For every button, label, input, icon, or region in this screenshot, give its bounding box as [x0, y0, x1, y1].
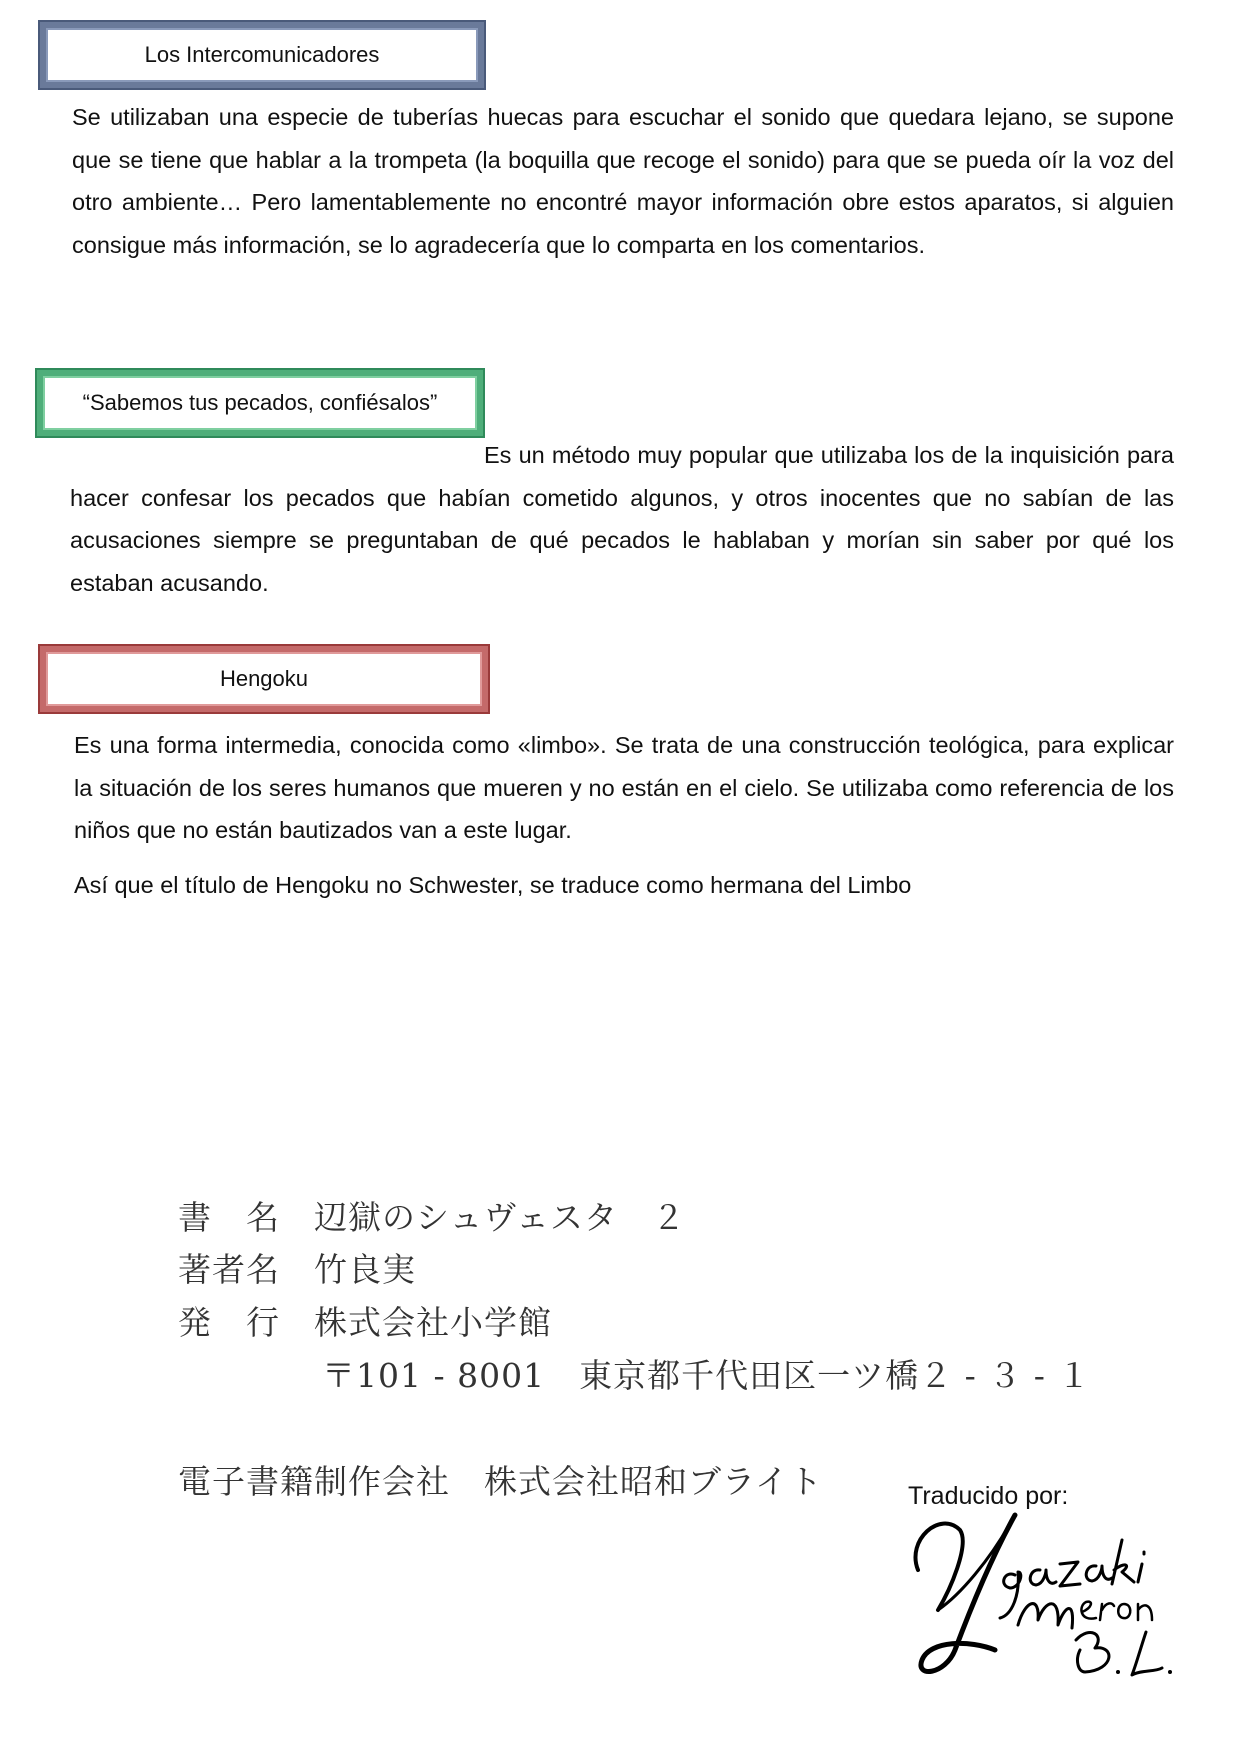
- translator-signature: [900, 1500, 1190, 1690]
- heading-frame-pecados: [35, 368, 485, 438]
- colophon-ebook-producer: 電子書籍制作会社 株式会社昭和ブライト: [178, 1462, 824, 1501]
- heading-frame-intercomunicadores: [38, 20, 486, 90]
- colophon-publisher: 発 行 株式会社小学館: [178, 1303, 552, 1342]
- heading-hengoku: Hengoku: [219, 666, 309, 691]
- paragraph-hengoku: Es una forma intermedia, conocida como «limbo». Se trata de una construcción teológica, para explicar la situación de los seres humanos que mueren y no están en el cielo. Se utilizaba como referencia de los niños que no están bautizados van a este lugar.: [74, 732, 1174, 843]
- paragraph-pecados: Es un método muy popular que utilizaba los de la inquisición para hacer confesar los pecados que habían cometido algunos, y otros inocentes que no sabían de las acusaciones siempre se preguntaban de qué pecados le hablaban y morían sin saber por qué los estaban acusando.: [70, 442, 1174, 596]
- heading-inner: [46, 652, 482, 706]
- colophon-book-title: 書 名 辺獄のシュヴェスタ ２: [178, 1198, 687, 1237]
- paragraph-intercomunicadores: Se utilizaban una especie de tuberías huecas para escuchar el sonido que quedara lejano, se supone que se tiene que hablar a la trompeta (la boquilla que recoge el sonido) para que se pueda oír la voz del otro ambiente… Pero lamentablemente no encontré mayor información obre estos aparatos, si alguien consigue más información, se lo agradecería que lo comparta en los comentarios.: [72, 104, 1174, 258]
- translator-credit-label: Traducido por:: [908, 1482, 1069, 1510]
- heading-inner: [43, 376, 477, 430]
- paragraph-hengoku-title: Así que el título de Hengoku no Schwester, se traduce como hermana del Limbo: [74, 872, 912, 898]
- heading-pecados: “Sabemos tus pecados, confiésalos”: [82, 390, 438, 415]
- heading-frame-hengoku: [38, 644, 490, 714]
- colophon-address: 〒101 - 8001 東京都千代田区一ツ橋２ - ３ - １: [322, 1356, 1092, 1395]
- colophon-author: 著者名 竹良実: [178, 1250, 416, 1289]
- heading-inner: [46, 28, 478, 82]
- heading-intercomunicadores: Los Intercomunicadores: [144, 42, 380, 67]
